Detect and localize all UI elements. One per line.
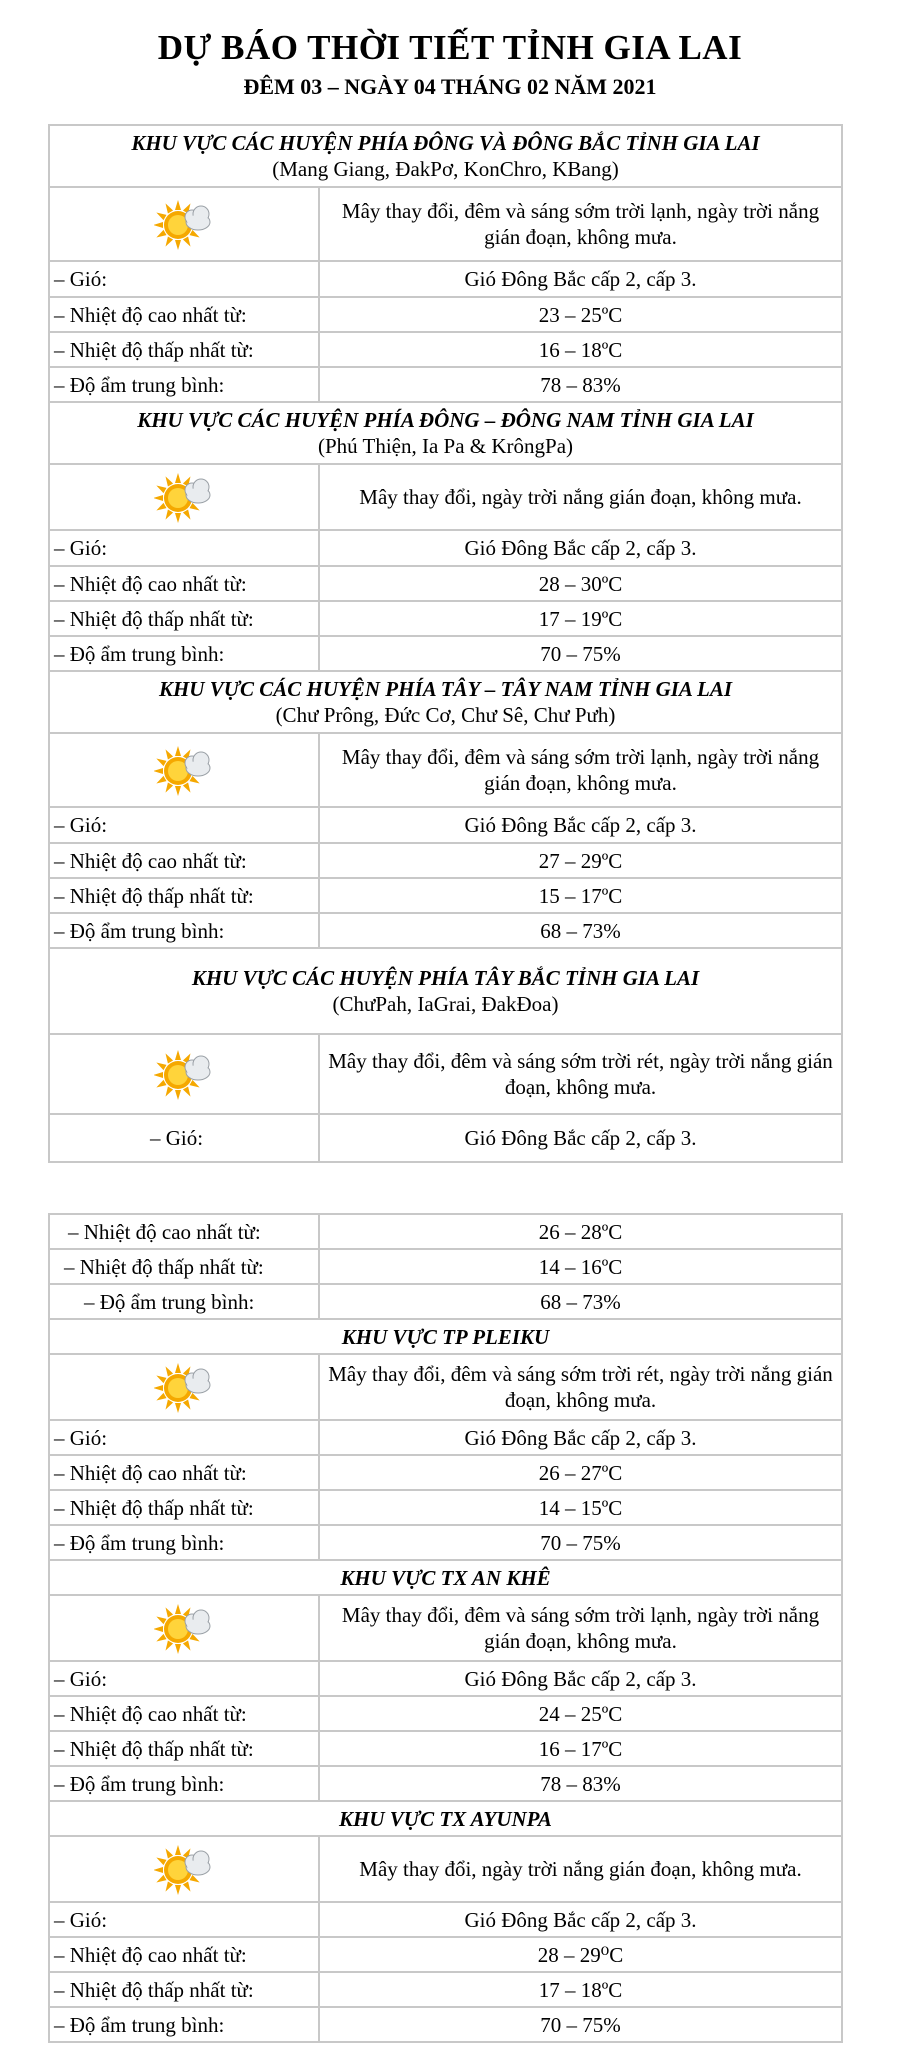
tmax-row — [49, 297, 842, 332]
humidity-label: – Độ ẩm trung bình: — [49, 636, 319, 671]
region-header — [49, 1319, 842, 1354]
tmin-row — [49, 878, 842, 913]
tmin-value: 17 – 19ºC — [319, 601, 842, 636]
wind-label: – Gió: — [49, 261, 319, 297]
humidity-value: 68 – 73% — [319, 1284, 842, 1319]
weather-icon-cell — [49, 464, 319, 530]
page-subtitle: ĐÊM 03 – NGÀY 04 THÁNG 02 NĂM 2021 — [243, 74, 657, 99]
region-name: KHU VỰC CÁC HUYỆN PHÍA ĐÔNG – ĐÔNG NAM TỈNH GIA LAI — [137, 408, 754, 432]
humidity-label: – Độ ẩm trung bình: — [49, 1284, 319, 1319]
tmin-row — [49, 1490, 842, 1525]
tmin-row — [49, 1249, 842, 1284]
wind-row — [49, 261, 842, 297]
weather-row — [49, 187, 842, 261]
humidity-label: – Độ ẩm trung bình: — [49, 1525, 319, 1560]
tmax-label: – Nhiệt độ cao nhất từ: — [49, 843, 319, 878]
wind-value: Gió Đông Bắc cấp 2, cấp 3. — [319, 1902, 842, 1937]
weather-description: Mây thay đổi, đêm và sáng sớm trời rét, ngày trời nắng gián đoạn, không mưa. — [319, 1354, 842, 1420]
weather-icon-cell — [49, 1354, 319, 1420]
humidity-value: 70 – 75% — [319, 2007, 842, 2042]
weather-row — [49, 733, 842, 807]
humidity-label: – Độ ẩm trung bình: — [49, 913, 319, 948]
weather-description: Mây thay đổi, đêm và sáng sớm trời lạnh, ngày trời nắng gián đoạn, không mưa. — [319, 733, 842, 807]
region-name: KHU VỰC CÁC HUYỆN PHÍA ĐÔNG VÀ ĐÔNG BẮC TỈNH GIA LAI — [131, 131, 760, 155]
weather-row — [49, 1836, 842, 1902]
wind-row — [49, 1902, 842, 1937]
tmin-row — [49, 1972, 842, 2007]
partly-cloudy-sun-icon — [154, 1047, 214, 1101]
wind-value: Gió Đông Bắc cấp 2, cấp 3. — [319, 530, 842, 566]
region-header — [49, 1560, 842, 1595]
tmax-label: – Nhiệt độ cao nhất từ: — [49, 1214, 319, 1249]
partly-cloudy-sun-icon — [154, 1842, 214, 1896]
weather-description: Mây thay đổi, ngày trời nắng gián đoạn, không mưa. — [319, 1836, 842, 1902]
humidity-value: 78 – 83% — [319, 1766, 842, 1801]
weather-icon-cell — [49, 187, 319, 261]
wind-row — [49, 1420, 842, 1455]
weather-icon-cell — [49, 1836, 319, 1902]
tmax-label: – Nhiệt độ cao nhất từ: — [49, 297, 319, 332]
tmax-row — [49, 843, 842, 878]
weather-icon-cell — [49, 1595, 319, 1661]
region-name: KHU VỰC TX AYUNPA — [339, 1806, 552, 1831]
tmax-label: – Nhiệt độ cao nhất từ: — [49, 566, 319, 601]
humidity-row — [49, 1525, 842, 1560]
humidity-row — [49, 636, 842, 671]
region-header-row — [49, 125, 842, 187]
tmin-value: 16 – 18ºC — [319, 332, 842, 367]
humidity-label: – Độ ẩm trung bình: — [49, 367, 319, 402]
tmax-row — [49, 566, 842, 601]
weather-row — [49, 1034, 842, 1114]
forecast-table-1 — [48, 124, 843, 1163]
tmax-label: – Nhiệt độ cao nhất từ: — [49, 1696, 319, 1731]
tmin-label: – Nhiệt độ thấp nhất từ: — [49, 1249, 319, 1284]
tmin-label: – Nhiệt độ thấp nhất từ: — [49, 878, 319, 913]
weather-description: Mây thay đổi, đêm và sáng sớm trời lạnh, ngày trời nắng gián đoạn, không mưa. — [319, 187, 842, 261]
region-header-row — [49, 1560, 842, 1595]
wind-row — [49, 530, 842, 566]
wind-value: Gió Đông Bắc cấp 2, cấp 3. — [319, 807, 842, 843]
humidity-label: – Độ ẩm trung bình: — [49, 1766, 319, 1801]
region-header-row — [49, 1801, 842, 1836]
tmin-label: – Nhiệt độ thấp nhất từ: — [49, 601, 319, 636]
humidity-value: 78 – 83% — [319, 367, 842, 402]
tmin-row — [49, 601, 842, 636]
wind-value: Gió Đông Bắc cấp 2, cấp 3. — [319, 1661, 842, 1696]
forecast-table-2 — [48, 1213, 843, 2043]
tmin-value: 15 – 17ºC — [319, 878, 842, 913]
region-header — [49, 948, 842, 1034]
partly-cloudy-sun-icon — [154, 1360, 214, 1414]
humidity-value: 70 – 75% — [319, 636, 842, 671]
region-name: KHU VỰC CÁC HUYỆN PHÍA TÂY BẮC TỈNH GIA LAI — [191, 966, 700, 990]
region-header-row — [49, 402, 842, 464]
humidity-value: 70 – 75% — [319, 1525, 842, 1560]
wind-label: – Gió: — [49, 1114, 319, 1162]
weather-description: Mây thay đổi, đêm và sáng sớm trời rét, ngày trời nắng gián đoạn, không mưa. — [319, 1034, 842, 1114]
wind-row — [49, 807, 842, 843]
weather-icon-cell — [49, 733, 319, 807]
region-header-row — [49, 1319, 842, 1354]
region-header — [49, 125, 842, 187]
wind-label: – Gió: — [49, 1420, 319, 1455]
weather-row — [49, 1595, 842, 1661]
tmax-value: 28 – 29⁰C — [319, 1937, 842, 1972]
tmax-row — [49, 1696, 842, 1731]
humidity-label: – Độ ẩm trung bình: — [49, 2007, 319, 2042]
tmin-label: – Nhiệt độ thấp nhất từ: — [49, 332, 319, 367]
weather-row — [49, 1354, 842, 1420]
tmax-value: 24 – 25ºC — [319, 1696, 842, 1731]
region-name: KHU VỰC CÁC HUYỆN PHÍA TÂY – TÂY NAM TỈNH GIA LAI — [158, 677, 733, 701]
partly-cloudy-sun-icon — [154, 470, 214, 524]
region-districts: (Chư Prông, Đức Cơ, Chư Sê, Chư Pưh) — [275, 703, 616, 727]
tmax-row — [49, 1937, 842, 1972]
tmin-row — [49, 1731, 842, 1766]
tmax-row — [49, 1455, 842, 1490]
tmax-row — [49, 1214, 842, 1249]
tmin-value: 14 – 16ºC — [319, 1249, 842, 1284]
region-districts: (Phú Thiện, Ia Pa & KrôngPa) — [317, 434, 574, 458]
humidity-row — [49, 1766, 842, 1801]
partly-cloudy-sun-icon — [154, 743, 214, 797]
weather-description: Mây thay đổi, đêm và sáng sớm trời lạnh, ngày trời nắng gián đoạn, không mưa. — [319, 1595, 842, 1661]
tmin-value: 16 – 17ºC — [319, 1731, 842, 1766]
region-header — [49, 402, 842, 464]
wind-label: – Gió: — [49, 1902, 319, 1937]
tmin-label: – Nhiệt độ thấp nhất từ: — [49, 1972, 319, 2007]
tmax-value: 28 – 30ºC — [319, 566, 842, 601]
region-districts: (ChưPah, IaGrai, ĐakĐoa) — [332, 992, 559, 1016]
region-header — [49, 1801, 842, 1836]
tmin-label: – Nhiệt độ thấp nhất từ: — [49, 1490, 319, 1525]
tmax-value: 27 – 29ºC — [319, 843, 842, 878]
tmax-value: 26 – 28ºC — [319, 1214, 842, 1249]
wind-value: Gió Đông Bắc cấp 2, cấp 3. — [319, 1420, 842, 1455]
humidity-row — [49, 1284, 842, 1319]
weather-row — [49, 464, 842, 530]
region-header-row — [49, 671, 842, 733]
wind-value: Gió Đông Bắc cấp 2, cấp 3. — [319, 1114, 842, 1162]
wind-label: – Gió: — [49, 530, 319, 566]
page-title: DỰ BÁO THỜI TIẾT TỈNH GIA LAI — [157, 28, 743, 67]
tmax-value: 23 – 25ºC — [319, 297, 842, 332]
wind-label: – Gió: — [49, 807, 319, 843]
tmax-value: 26 – 27ºC — [319, 1455, 842, 1490]
tmax-label: – Nhiệt độ cao nhất từ: — [49, 1937, 319, 1972]
wind-row — [49, 1114, 842, 1162]
partly-cloudy-sun-icon — [154, 197, 214, 251]
humidity-row — [49, 2007, 842, 2042]
region-name: KHU VỰC TX AN KHÊ — [340, 1565, 551, 1590]
tmin-row — [49, 332, 842, 367]
region-header — [49, 671, 842, 733]
region-name: KHU VỰC TP PLEIKU — [341, 1324, 550, 1349]
humidity-row — [49, 367, 842, 402]
tmin-value: 14 – 15ºC — [319, 1490, 842, 1525]
tmax-label: – Nhiệt độ cao nhất từ: — [49, 1455, 319, 1490]
partly-cloudy-sun-icon — [154, 1601, 214, 1655]
tmin-value: 17 – 18ºC — [319, 1972, 842, 2007]
region-header-row — [49, 948, 842, 1034]
humidity-value: 68 – 73% — [319, 913, 842, 948]
weather-description: Mây thay đổi, ngày trời nắng gián đoạn, không mưa. — [319, 464, 842, 530]
humidity-row — [49, 913, 842, 948]
wind-label: – Gió: — [49, 1661, 319, 1696]
weather-icon-cell — [49, 1034, 319, 1114]
tmin-label: – Nhiệt độ thấp nhất từ: — [49, 1731, 319, 1766]
region-districts: (Mang Giang, ĐakPơ, KonChro, KBang) — [272, 157, 619, 181]
wind-value: Gió Đông Bắc cấp 2, cấp 3. — [319, 261, 842, 297]
wind-row — [49, 1661, 842, 1696]
